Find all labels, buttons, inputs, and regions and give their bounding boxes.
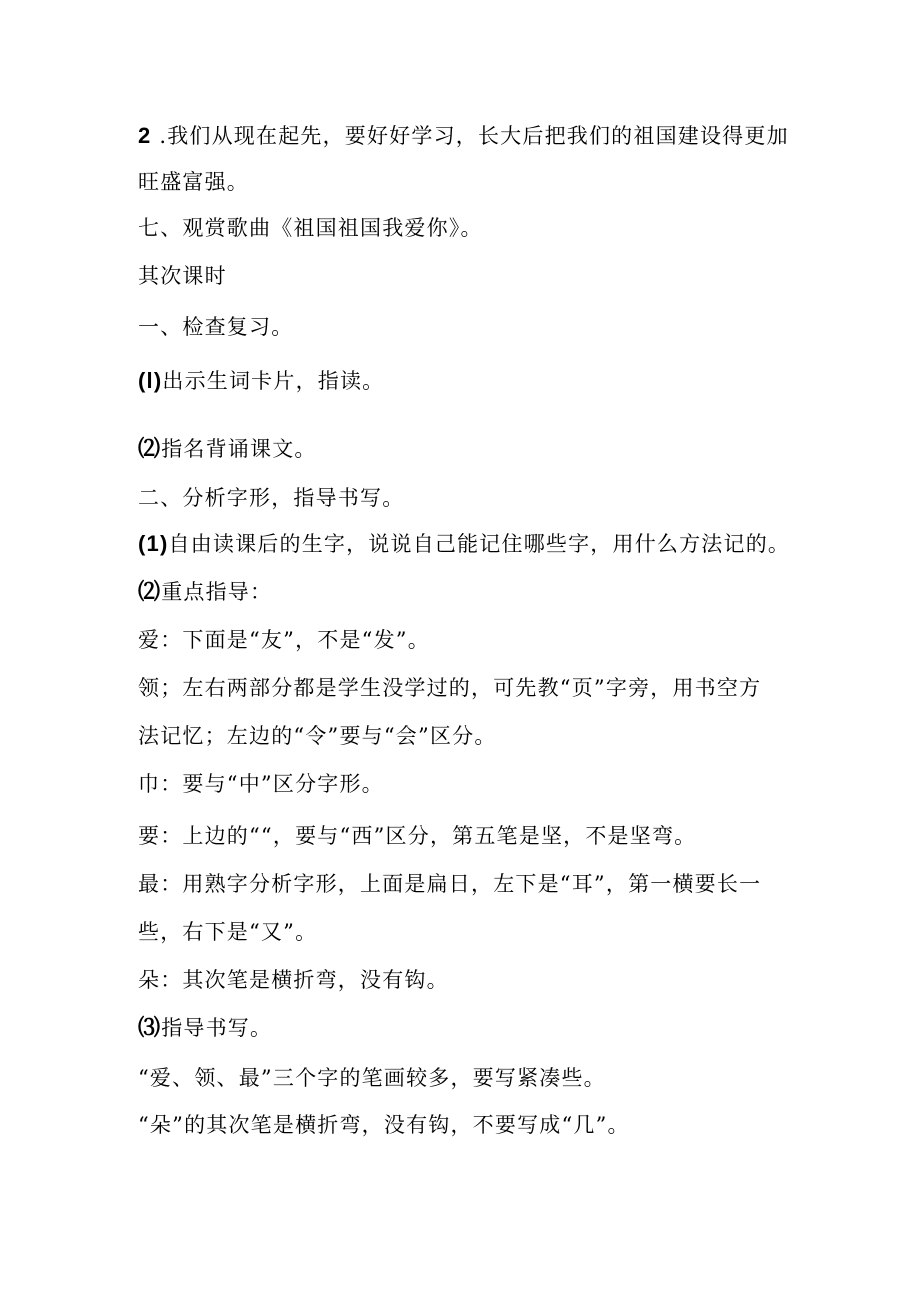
text-line	[138, 918, 838, 946]
text-line	[138, 770, 838, 798]
item-number: 2	[138, 123, 152, 148]
text-line	[138, 435, 838, 463]
text-line	[138, 626, 838, 654]
text-line	[138, 966, 838, 994]
line-text: 自由读课后的生字，说说自己能记住哪些字，用什么方法记的。	[168, 532, 791, 556]
text-line	[138, 214, 838, 242]
line-text: 其次课时	[138, 264, 227, 288]
text-line	[138, 1014, 838, 1042]
line-text: 重点指导：	[161, 580, 273, 604]
text-line	[138, 674, 838, 702]
text-line	[138, 484, 838, 512]
item-number: (l)	[138, 368, 163, 393]
text-line	[138, 822, 838, 850]
line-text: 指导书写。	[161, 1016, 273, 1040]
line-text: 出示生词卡片，指读。	[162, 369, 385, 393]
item-number: ⑵	[138, 579, 162, 604]
text-line	[138, 530, 838, 558]
text-line	[138, 1111, 838, 1139]
line-text: “朵”的其次笔是横折弯，没有钩，不要写成“几”。	[138, 1113, 630, 1137]
line-text: 七、观赏歌曲《祖国祖国我爱你》。	[138, 216, 483, 240]
line-text: 法记忆；左边的“令”要与“会”区分。	[138, 724, 497, 748]
section-title	[138, 262, 838, 290]
line-text: 巾：要与“中”区分字形。	[138, 772, 384, 796]
text-line	[138, 313, 838, 341]
line-text: 朵：其次笔是横折弯，没有钩。	[138, 968, 449, 992]
line-text: 最：用熟字分析字形，上面是扁日，左下是“耳”，第一横要长一	[138, 872, 762, 896]
text-line	[138, 578, 838, 606]
line-text: “爱、领、最”三个字的笔画较多，要写紧凑些。	[138, 1066, 606, 1090]
line-text: 爱：下面是“友”，不是“发”。	[138, 628, 430, 652]
item-number: (1)	[138, 531, 169, 556]
text-line	[138, 367, 838, 395]
line-text: 领；左右两部分都是学生没学过的，可先教“页”字旁，用书空方	[138, 676, 762, 700]
item-number: ⑶	[138, 1015, 162, 1040]
line-text: 一、检查复习。	[138, 315, 294, 339]
line-text: 些，右下是“又”。	[138, 920, 318, 944]
text-line	[138, 168, 838, 196]
text-line	[138, 1064, 838, 1092]
text-line	[138, 122, 838, 150]
text-line	[138, 722, 838, 750]
item-number: ⑵	[138, 436, 162, 461]
line-text: 指名背诵课文。	[161, 437, 317, 461]
line-text: 旺盛富强。	[138, 170, 249, 194]
line-text: 要：上边的““，要与“西”区分，第五笔是坚，不是坚弯。	[138, 824, 697, 848]
line-text: .我们从现在起先，要好好学习，长大后把我们的祖国建设得更加	[151, 124, 789, 148]
text-line	[138, 870, 838, 898]
line-text: 二、分析字形，指导书写。	[138, 486, 405, 510]
